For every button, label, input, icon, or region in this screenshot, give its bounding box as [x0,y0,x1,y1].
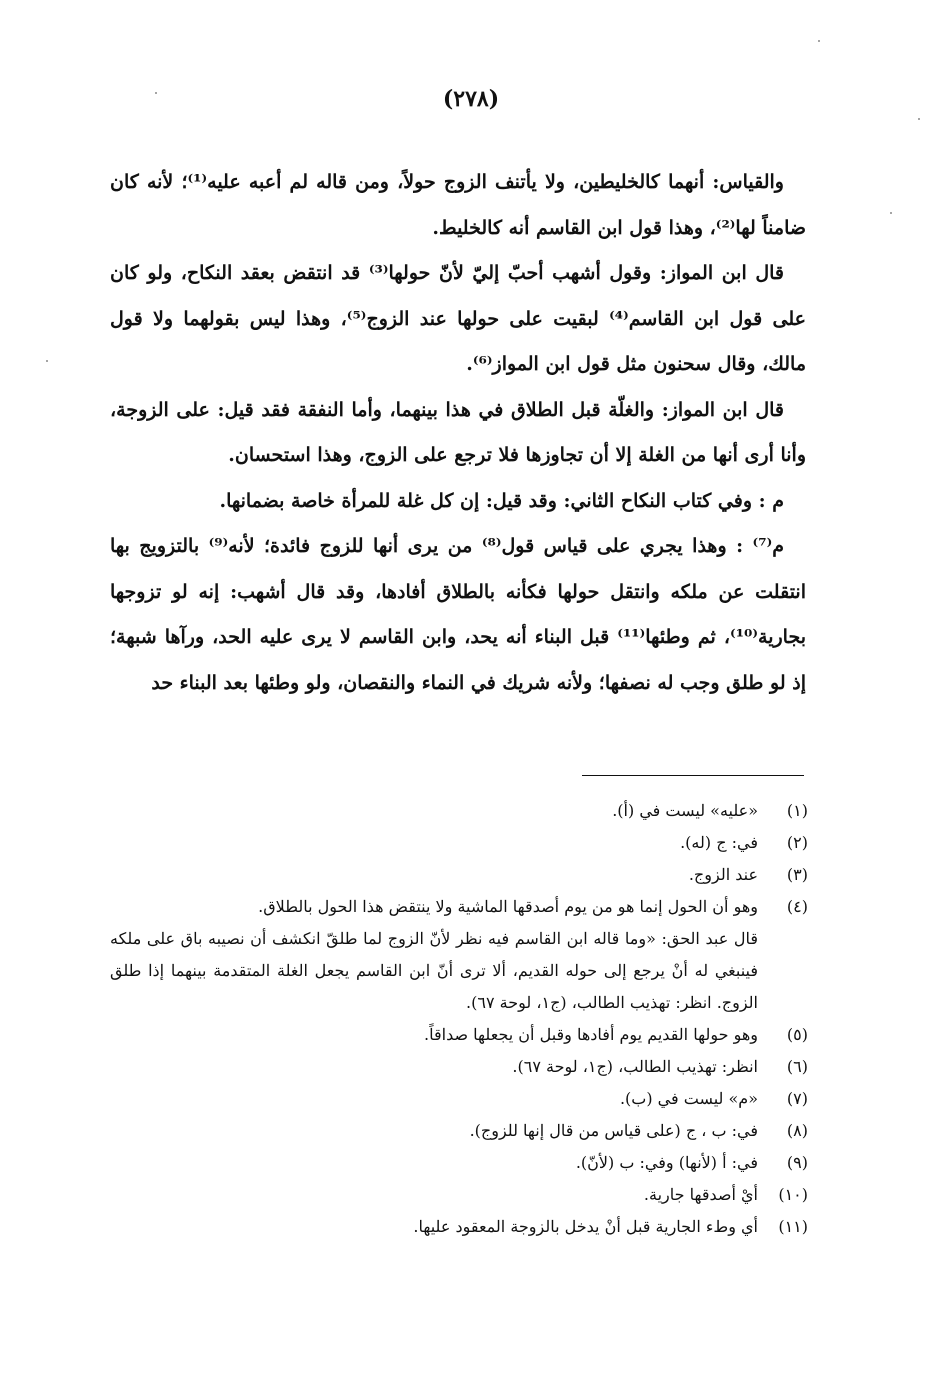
footnote [110,1019,808,1051]
footnote [110,1179,808,1211]
footnote-number: (٤) [786,897,808,916]
footnote [110,891,808,1019]
footnote-text: في: ج (له). [680,833,758,852]
footnote-number: (٣) [786,865,808,884]
footnote [110,1147,808,1179]
paragraph: م : وفي كتاب النكاح الثاني: وقد قيل: إن كل غلة للمرأة خاصة بضمانها. [219,489,784,512]
paragraph: قال ابن المواز: والغلّة قبل الطلاق في هذا بينهما، وأما النفقة فقد قيل: على الزوجة، وأنا أرى أنها من الغلة إلا أن تجاوزها فلا ترجع على الزوج، وهذا استحسان. [110,398,806,466]
footnote-number: (٩) [786,1153,808,1172]
footnote-text: أيْ أصدقها جارية. [643,1185,758,1204]
scan-speck [890,212,892,214]
footnote-number: (١) [786,801,808,820]
footnote [110,859,808,891]
paragraph: م⁽⁷⁾ : وهذا يجري على قياس قول⁽⁸⁾ من يرى أنها للزوج فائدة؛ لأنه⁽⁹⁾ بالتزويج بها انتقلت عن ملكه وانتقل حولها فكأنه بالطلاق أفادها، وقد قال أشهب: إنه لو تزوجها بجارية⁽¹⁰⁾، ثم وطئها⁽¹¹⁾ قبل البناء أنه يحد، وابن القاسم لا يرى عليه الحد، ورآها شبهة؛ إذ لو طلق وجب له نصفها؛ ولأنه شريك في النماء والنقصان، ولو وطئها بعد البناء حد [110,535,806,694]
footnote-number: (٢) [786,833,808,852]
footnote-text: في: أ (لأنها) وفي: ب (لأنّ). [575,1153,758,1172]
footnote-text: في: ب ، ج (على قياس من قال إنها للزوج). [469,1121,758,1140]
footnote-number: (١٠) [778,1185,808,1204]
footnotes [110,795,808,1243]
footnote-text: عند الزوج. [688,865,758,884]
footnote-number: (٨) [786,1121,808,1140]
footnote-text: انظر: تهذيب الطالب، (ج١، لوحة ٦٧). [512,1057,758,1076]
footnote-number: (٥) [786,1025,808,1044]
footnote-text: وهو أن الحول إنما هو من يوم أصدقها الماشية ولا ينتقض هذا الحول بالطلاق. [258,897,758,916]
footnote [110,1083,808,1115]
footnote-number: (٦) [786,1057,808,1076]
scan-speck [918,118,920,120]
footnote [110,795,808,827]
footnote-text: «م» ليست في (ب). [619,1089,758,1108]
footnote-text: وهو حولها القديم يوم أفادها وقبل أن يجعلها صداقاً. [424,1025,758,1044]
footnote-text: «عليه» ليست في (أ). [612,801,758,820]
footnote-number: (٧) [786,1089,808,1108]
footnote-separator [582,775,804,776]
footnote [110,1211,808,1243]
footnote [110,1051,808,1083]
paragraph: والقياس: أنهما كالخليطين، ولا يأتنف الزوج حولاً، ومن قاله لم أعبه عليه⁽¹⁾؛ لأنه كان ضامناً لها⁽²⁾، وهذا قول ابن القاسم أنه كالخليط. [110,171,806,239]
footnote-number: (١١) [778,1217,808,1236]
footnote-text: قال عبد الحق: «وما قاله ابن القاسم فيه نظر لأنّ الزوج لما طلقّ انكشف أن نصيبه باق على ملكه فينبغي له أنْ يرجع إلى حوله القديم، ألا ترى أنّ ابن القاسم يجعل الغلة المتقدمة بينهما إذا طلق الزوج. انظر: تهذيب الطالب، (ج١، لوحة ٦٧). [110,929,759,1012]
footnote [110,1115,808,1147]
footnote-text: أي وطء الجارية قبل أنْ يدخل بالزوجة المعقود عليها. [413,1217,758,1236]
scan-speck [155,92,157,94]
scan-speck [46,360,48,362]
scan-speck [818,40,820,42]
paragraph: قال ابن المواز: وقول أشهب أحبّ إليّ لأنّ حولها⁽³⁾ قد انتقض بعقد النكاح، ولو كان على قول ابن القاسم⁽⁴⁾ لبقيت على حولها عند الزوج⁽⁵⁾، وهذا ليس بقولهما ولا قول مالك، وقال سحنون مثل قول ابن المواز⁽⁶⁾. [110,262,807,375]
footnote [110,827,808,859]
main-text [110,160,806,706]
page-number: (٢٧٨) [442,86,500,112]
